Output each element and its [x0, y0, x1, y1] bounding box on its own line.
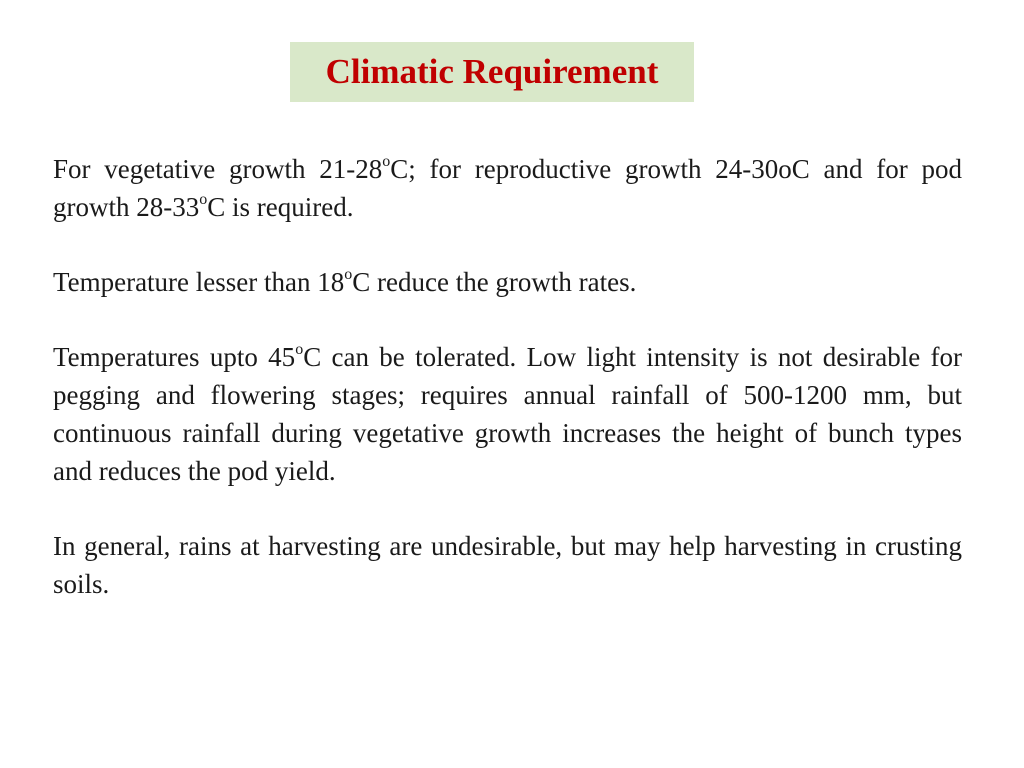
paragraph-vegetative-growth [53, 150, 962, 226]
degree-sup: o [199, 191, 208, 208]
p3-text-b: C can be tolerated. Low light intensity is not desirable for pegging and flowering stages; requires annual rainfall of 500-1200 mm, but continuous rainfall during vegetative growth increases the height of bunch types and reduces the pod yield. [53, 342, 962, 486]
p3-text-a: Temperatures upto 45 [53, 342, 296, 372]
p1-text-b: C; for reproductive growth 24-30oC and for pod growth 28-33 [53, 154, 962, 222]
p2-text-a: Temperature lesser than 18 [53, 267, 345, 297]
slide-body [53, 150, 962, 640]
degree-sup: o [295, 341, 304, 358]
paragraph-rains-harvesting [53, 527, 962, 603]
p1-text-c: C is required. [207, 192, 354, 222]
degree-sup: o [382, 153, 391, 170]
degree-sup: o [344, 266, 353, 283]
p4-text: In general, rains at harvesting are undesirable, but may help harvesting in crusting soils. [53, 531, 962, 599]
title-box [290, 42, 694, 102]
p2-text-b: C reduce the growth rates. [352, 267, 637, 297]
paragraph-high-temperature [53, 338, 962, 490]
p1-text-a: For vegetative growth 21-28 [53, 154, 383, 184]
paragraph-low-temperature [53, 263, 962, 301]
slide-title: Climatic Requirement [325, 52, 659, 91]
